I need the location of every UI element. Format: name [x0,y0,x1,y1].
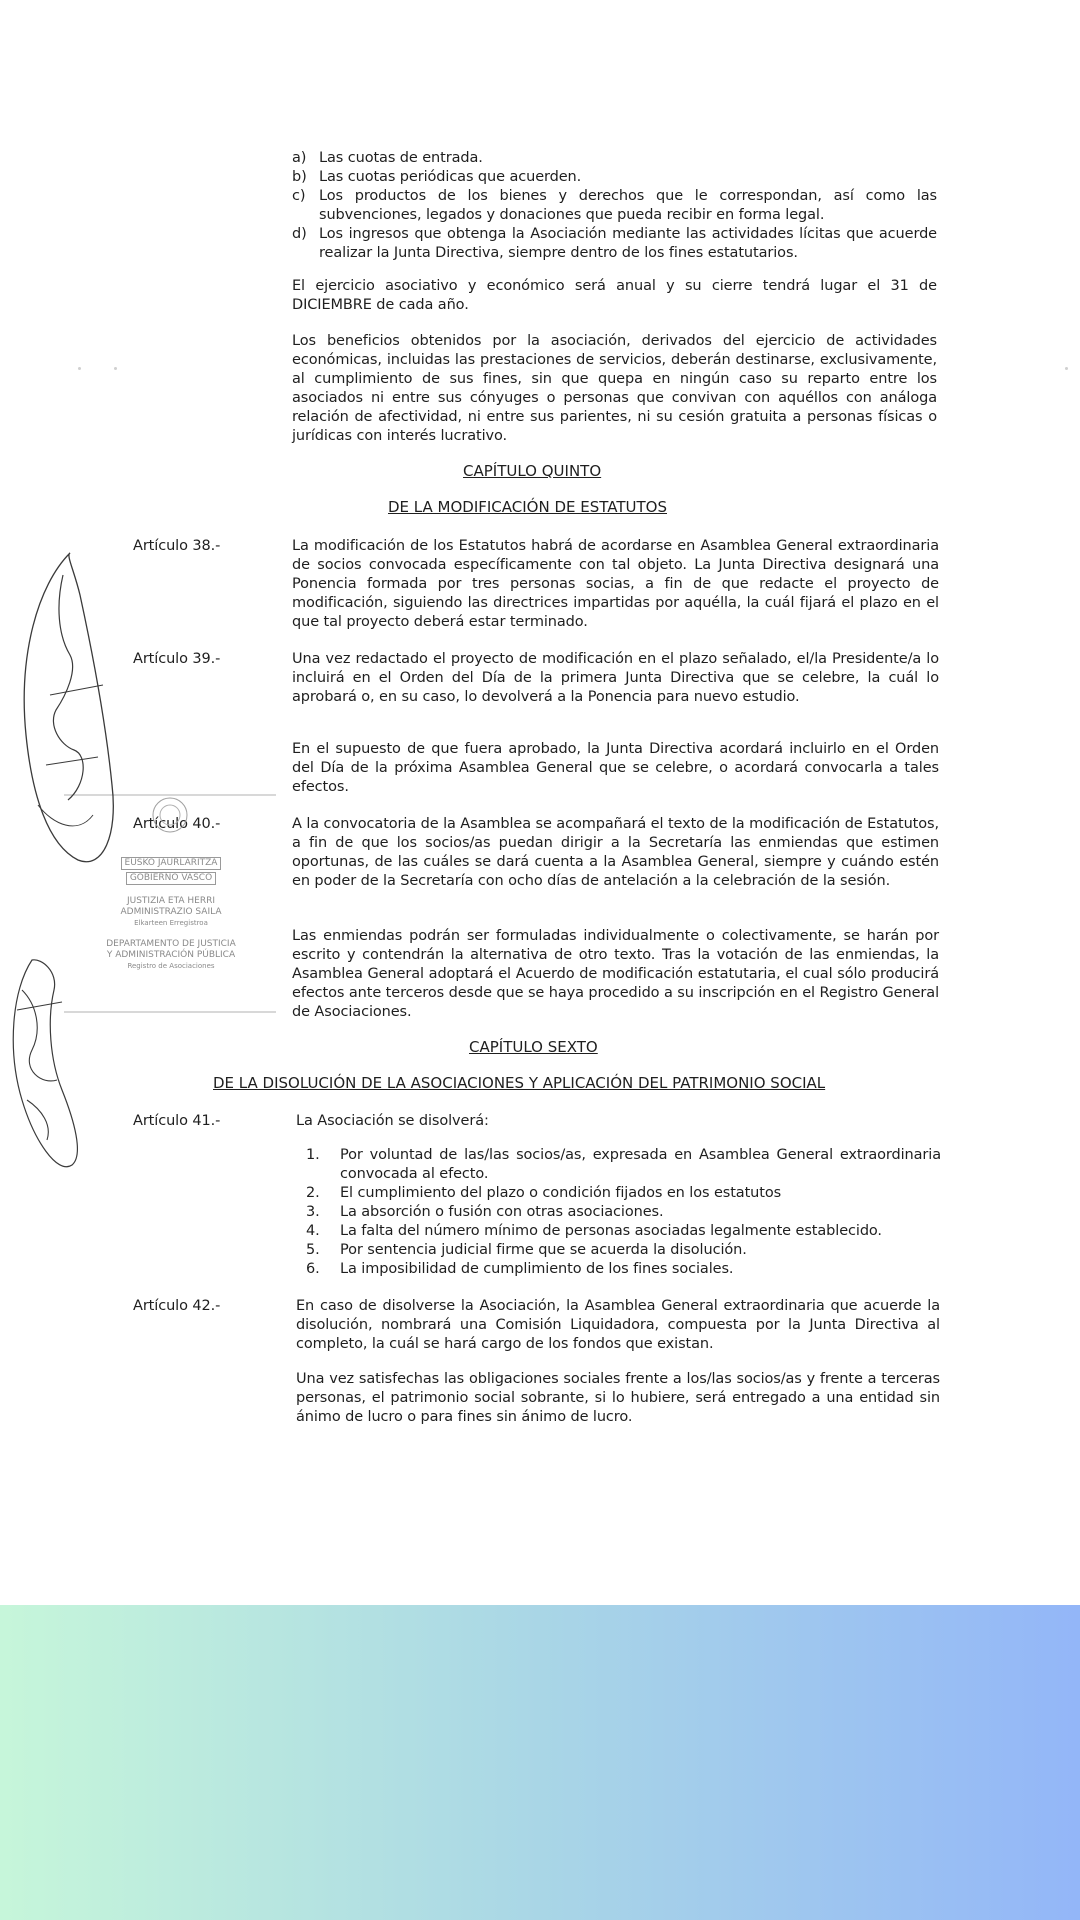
article-41-label: Artículo 41.- [133,1113,221,1129]
signature-upper-icon [8,545,128,875]
chapter6-subtitle: DE LA DISOLUCIÓN DE LA ASOCIACIONES Y APLICACIÓN DEL PATRIMONIO SOCIAL [213,1074,826,1092]
list-item: c) Los productos de los bienes y derechos que le correspondan, así como las subvenciones, legados y donaciones que pueda recibir en forma legal. [292,188,937,223]
stamp-line: ADMINISTRAZIO SAILA [120,907,222,917]
chapter6-title: CAPÍTULO SEXTO [469,1038,598,1056]
scan-speck [1065,367,1068,370]
income-list [292,149,937,263]
scan-speck [114,367,117,370]
stamp-line: DEPARTAMENTO DE JUSTICIA [106,939,236,949]
chapter5-subtitle: DE LA MODIFICACIÓN DE ESTATUTOS [388,498,667,516]
list-item: 4. La falta del número mínimo de personas asociadas legalmente establecido. [306,1223,882,1239]
fiscal-year-paragraph: El ejercicio asociativo y económico será anual y su cierre tendrá lugar el 31 de DICIEMBRE de cada año. [292,278,937,313]
article-39-text-2: En el supuesto de que fuera aprobado, la Junta Directiva acordará incluirlo en el Orden del Día de la próxima Asamblea General que se celebre, o acordará convocarla a tales efectos. [292,741,939,795]
article-39-label: Artículo 39.- [133,651,221,667]
article-38-label: Artículo 38.- [133,538,221,554]
stamp-line: EUSKO JAURLARITZA [121,857,222,870]
article-40-label: Artículo 40.- [133,816,221,832]
scan-speck [78,367,81,370]
list-item: 2. El cumplimiento del plazo o condición fijados en los estatutos [306,1185,782,1201]
article-42-text-1: En caso de disolverse la Asociación, la Asamblea General extraordinaria que acuerde la disolución, nombrará una Comisión Liquidadora, compuesta por la Junta Directiva al completo, la cuál se hará cargo de los fondos que existan. [296,1298,940,1352]
stamp-line: GOBIERNO VASCO [126,872,216,885]
list-item: 1. Por voluntad de las/las socios/as, expresada en Asamblea General extraordinaria convocada al efecto. [306,1147,941,1182]
article-42-label: Artículo 42.- [133,1298,221,1314]
stamp-line: Elkarteen Erregistroa [134,919,208,927]
stamp-line: Registro de Asociaciones [127,962,215,970]
gradient-footer [0,1605,1080,1920]
article-40-text-2: Las enmiendas podrán ser formuladas individualmente o colectivamente, se harán por escrito y contendrán la alternativa de otro texto. Tras la votación de las enmiendas, la Asamblea General adoptará el Acuerdo de modificación estatutaria, el cual sólo producirá efectos ante terceros desde que se haya procedido a su inscripción en el Registro General de Asociaciones. [292,928,939,1020]
chapter5-title: CAPÍTULO QUINTO [463,462,602,480]
signature-lower-icon [2,950,92,1185]
article-41-intro: La Asociación se disolverá: [296,1113,489,1129]
article-40-text-1: A la convocatoria de la Asamblea se acompañará el texto de la modificación de Estatutos, a fin de que los socios/as puedan dirigir a la Secretaría las enmiendas que estimen oportunas, de las cuáles se dará cuenta a la Asamblea General, siempre y cuándo estén en poder de la Secretaría con ocho días de antelación a la celebración de la sesión. [292,816,940,889]
stamp-line: JUSTIZIA ETA HERRI [126,896,216,906]
list-item: d) Los ingresos que obtenga la Asociación mediante las actividades lícitas que acuerde realizar la Junta Directiva, siempre dentro de los fines estatutarios. [292,226,937,261]
stamp-line: Y ADMINISTRACIÓN PÚBLICA [106,950,236,960]
article-42-text-2: Una vez satisfechas las obligaciones sociales frente a los/las socios/as y frente a terceras personas, el patrimonio social sobrante, si lo hubiere, será entregado a una entidad sin ánimo de lucro o para fines sin ánimo de lucro. [296,1371,940,1425]
list-item: 6. La imposibilidad de cumplimiento de los fines sociales. [306,1261,734,1277]
list-item: a) Las cuotas de entrada. [292,150,483,166]
article-38-text: La modificación de los Estatutos habrá de acordarse en Asamblea General extraordinaria de socios convocada específicamente con tal objeto. La Junta Directiva designará una Ponencia formada por tres personas socias, a fin de que redacte el proyecto de modificación, siguiendo las directrices impartidas por aquélla, la cuál fijará el plazo en el que tal proyecto deberá estar terminado. [292,538,939,630]
list-item: 3. La absorción o fusión con otras asociaciones. [306,1204,664,1220]
benefits-paragraph: Los beneficios obtenidos por la asociación, derivados del ejercicio de actividades económicas, incluidas las prestaciones de servicios, deberán destinarse, exclusivamente, al cumplimiento de sus fines, sin que quepa en ningún caso su reparto entre los asociados ni entre sus cónyuges o personas que convivan con aquéllos con análoga relación de afectividad, ni entre sus parientes, ni su cesión gratuita a personas físicas o jurídicas con interés lucrativo. [292,333,937,444]
list-item: b) Las cuotas periódicas que acuerden. [292,169,582,185]
dissolution-list [306,1146,941,1279]
article-39-text-1: Una vez redactado el proyecto de modificación en el plazo señalado, el/la Presidente/a lo incluirá en el Orden del Día de la primera Junta Directiva que se celebre, la cuál lo aprobará o, en su caso, lo devolverá a la Ponencia para nuevo estudio. [292,651,939,705]
list-item: 5. Por sentencia judicial firme que se acuerda la disolución. [306,1242,747,1258]
